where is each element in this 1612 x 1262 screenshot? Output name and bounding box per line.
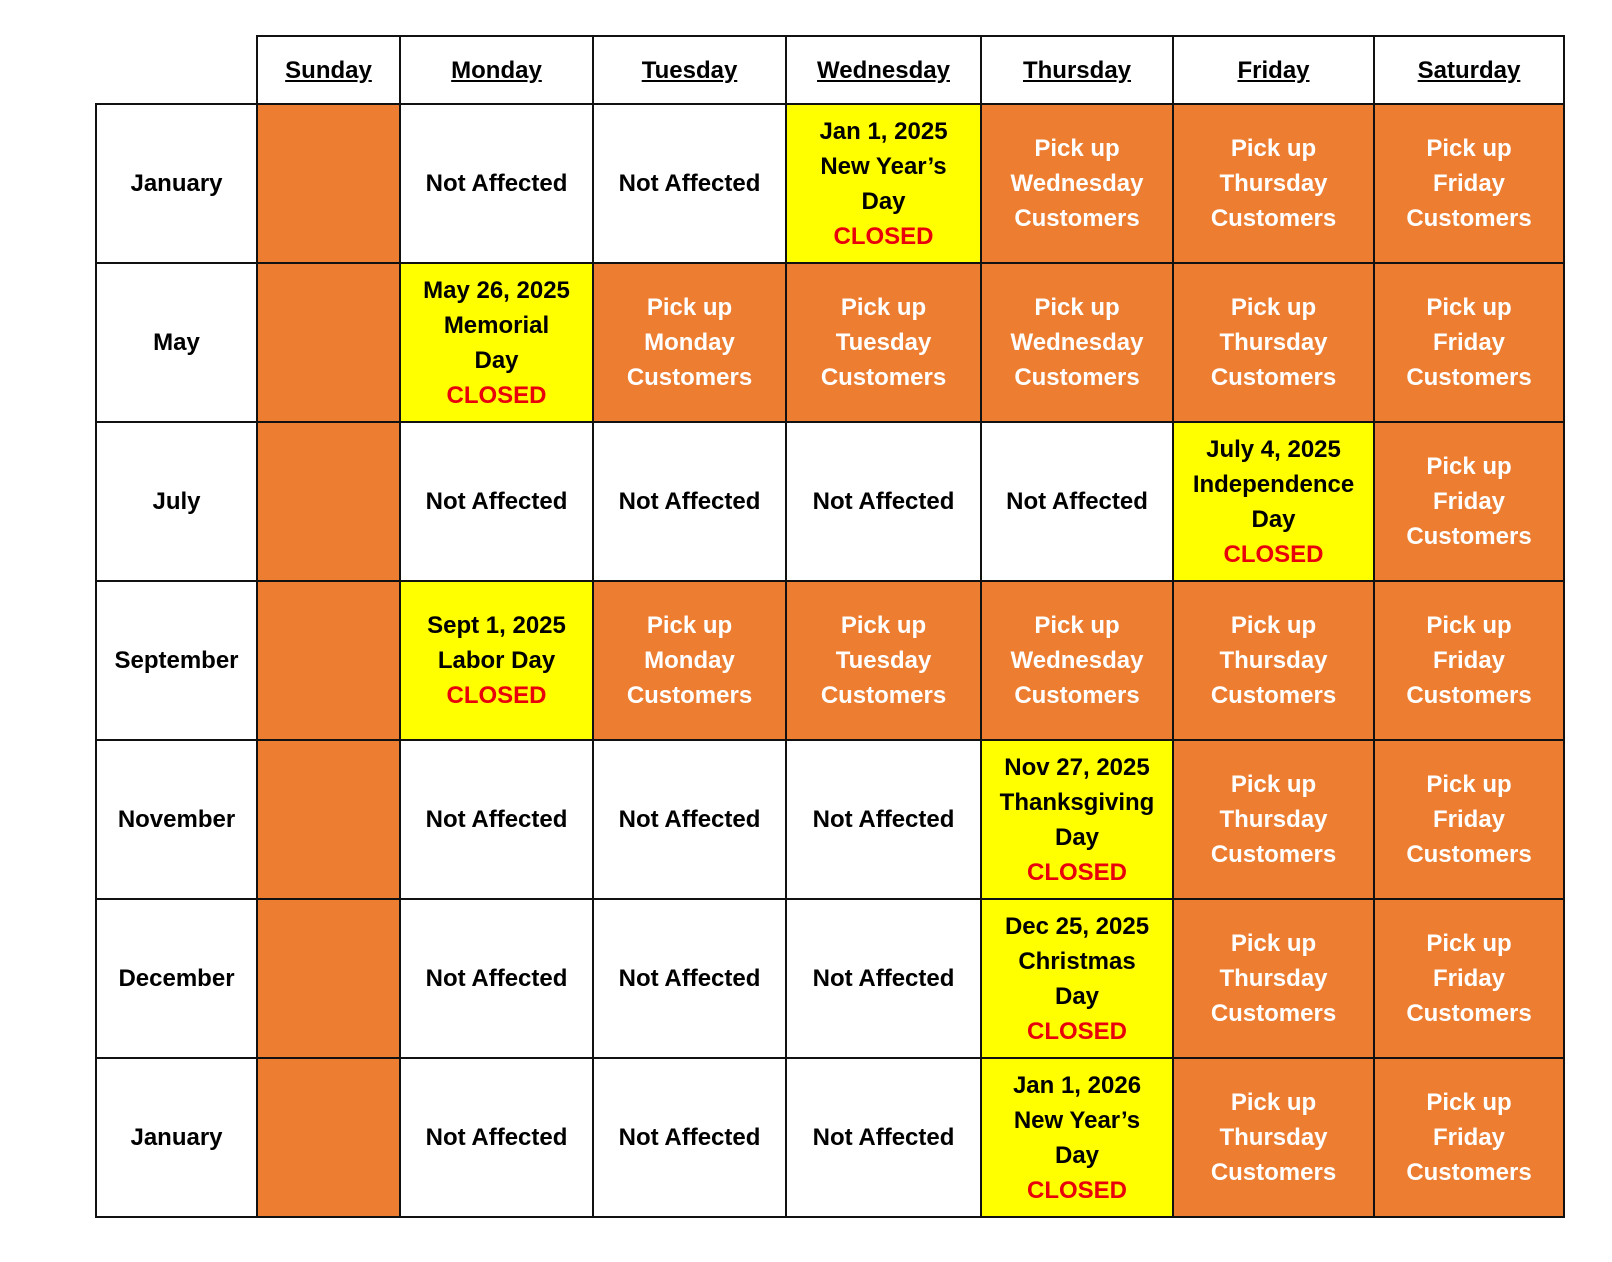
day-cell-saturday xyxy=(1374,581,1564,740)
cell-text: Not Affected xyxy=(618,806,761,833)
table-row xyxy=(96,740,1564,899)
cell-text: Not Affected xyxy=(425,170,568,197)
cell-text: Pick up xyxy=(1426,453,1512,480)
cell-text: Customers xyxy=(1210,841,1337,868)
cell-text: Pick up xyxy=(646,294,733,321)
cell-text: Friday xyxy=(1432,965,1506,992)
day-cell-thursday xyxy=(981,422,1173,581)
month-label: September xyxy=(96,581,257,740)
day-cell-monday xyxy=(400,740,593,899)
header-tuesday: Tuesday xyxy=(593,36,786,104)
cell-text: Not Affected xyxy=(425,488,568,515)
cell-text: Friday xyxy=(1432,170,1506,197)
cell-text: Customers xyxy=(1210,364,1337,391)
month-label: January xyxy=(96,1058,257,1217)
cell-text: Customers xyxy=(1210,205,1337,232)
day-cell-friday xyxy=(1173,1058,1374,1217)
day-cell-wednesday xyxy=(786,1058,981,1217)
day-cell-wednesday xyxy=(786,422,981,581)
cell-text: Friday xyxy=(1432,647,1506,674)
day-cell-tuesday xyxy=(593,581,786,740)
day-cell-thursday xyxy=(981,104,1173,263)
cell-text: Pick up xyxy=(1230,930,1317,957)
cell-text: Friday xyxy=(1432,329,1506,356)
day-cell-tuesday xyxy=(593,422,786,581)
cell-text: Monday xyxy=(644,329,735,356)
cell-text: Customers xyxy=(1406,205,1532,232)
header-friday: Friday xyxy=(1173,36,1374,104)
closed-label: CLOSED xyxy=(1026,858,1127,886)
day-cell-sunday xyxy=(257,740,400,899)
cell-text: Thursday xyxy=(1219,170,1328,197)
holiday-schedule-table xyxy=(95,35,1565,1218)
day-cell-thursday xyxy=(981,581,1173,740)
cell-text: Thursday xyxy=(1219,806,1328,833)
cell-text: Jan 1, 2025 xyxy=(819,117,948,145)
cell-text: Pick up xyxy=(1034,612,1120,639)
cell-text: Wednesday xyxy=(1010,170,1144,197)
cell-text: Thursday xyxy=(1219,965,1328,992)
cell-text: Pick up xyxy=(840,612,927,639)
cell-text: Customers xyxy=(820,364,947,391)
header-sunday: Sunday xyxy=(257,36,400,104)
header-monday: Monday xyxy=(400,36,593,104)
cell-text: Wednesday xyxy=(1010,329,1144,356)
cell-text: Not Affected xyxy=(618,1124,761,1151)
holiday-cell-wednesday xyxy=(786,104,981,263)
month-label: May xyxy=(96,263,257,422)
cell-text: Customers xyxy=(1210,1000,1337,1027)
day-cell-wednesday xyxy=(786,740,981,899)
day-cell-wednesday xyxy=(786,581,981,740)
cell-text: Sept 1, 2025 xyxy=(427,612,566,639)
cell-text: Pick up xyxy=(840,294,927,321)
day-cell-wednesday xyxy=(786,263,981,422)
cell-text: Not Affected xyxy=(618,965,761,992)
day-cell-tuesday xyxy=(593,104,786,263)
holiday-cell-monday xyxy=(400,581,593,740)
cell-text: Independence xyxy=(1192,470,1355,498)
cell-text: Thursday xyxy=(1219,647,1328,674)
cell-text: Thursday xyxy=(1219,329,1328,356)
day-cell-sunday xyxy=(257,263,400,422)
day-cell-monday xyxy=(400,104,593,263)
cell-text: Pick up xyxy=(1034,135,1120,162)
cell-text: Pick up xyxy=(1426,771,1512,798)
cell-text: Friday xyxy=(1432,488,1506,515)
day-cell-sunday xyxy=(257,581,400,740)
holiday-cell-thursday xyxy=(981,1058,1173,1217)
cell-text: Customers xyxy=(1406,364,1532,391)
cell-text: New Year’s xyxy=(820,152,947,180)
cell-text: Day xyxy=(1251,505,1296,533)
day-cell-wednesday xyxy=(786,899,981,1058)
day-cell-friday xyxy=(1173,581,1374,740)
cell-text: Tuesday xyxy=(835,647,932,674)
cell-text: Labor Day xyxy=(437,647,556,674)
closed-label: CLOSED xyxy=(833,222,934,250)
cell-text: Pick up xyxy=(1230,294,1317,321)
month-label: July xyxy=(96,422,257,581)
day-cell-saturday xyxy=(1374,1058,1564,1217)
cell-text: May 26, 2025 xyxy=(423,276,570,304)
cell-text: Not Affected xyxy=(425,965,568,992)
header-row xyxy=(96,36,1564,104)
cell-text: Customers xyxy=(626,364,753,391)
closed-label: CLOSED xyxy=(446,682,547,709)
closed-label: CLOSED xyxy=(1026,1176,1127,1204)
cell-text: Customers xyxy=(1210,682,1337,709)
header-thursday: Thursday xyxy=(981,36,1173,104)
cell-text: Not Affected xyxy=(812,965,955,992)
month-label: January xyxy=(96,104,257,263)
table-row xyxy=(96,263,1564,422)
cell-text: Christmas xyxy=(1018,947,1136,975)
cell-text: Nov 27, 2025 xyxy=(1004,753,1150,781)
holiday-cell-friday xyxy=(1173,422,1374,581)
month-label: December xyxy=(96,899,257,1058)
day-cell-saturday xyxy=(1374,740,1564,899)
cell-text: Thursday xyxy=(1219,1124,1328,1151)
cell-text: Not Affected xyxy=(618,170,761,197)
cell-text: Day xyxy=(474,346,519,374)
cell-text: Day xyxy=(1054,1141,1100,1169)
month-label: November xyxy=(96,740,257,899)
cell-text: Day xyxy=(1054,982,1100,1010)
cell-text: Customers xyxy=(1014,364,1140,391)
day-cell-tuesday xyxy=(593,740,786,899)
holiday-cell-thursday xyxy=(981,740,1173,899)
closed-label: CLOSED xyxy=(1223,540,1324,568)
cell-text: Customers xyxy=(1014,682,1140,709)
cell-text: Customers xyxy=(1406,1159,1532,1186)
day-cell-friday xyxy=(1173,263,1374,422)
cell-text: Jan 1, 2026 xyxy=(1012,1071,1142,1099)
day-cell-friday xyxy=(1173,899,1374,1058)
cell-text: Not Affected xyxy=(812,488,955,515)
cell-text: Day xyxy=(861,187,906,215)
day-cell-friday xyxy=(1173,740,1374,899)
table-row xyxy=(96,1058,1564,1217)
cell-text: Pick up xyxy=(1426,612,1512,639)
holiday-cell-thursday xyxy=(981,899,1173,1058)
cell-text: Monday xyxy=(644,647,735,674)
cell-text: Customers xyxy=(626,682,753,709)
cell-text: Not Affected xyxy=(812,806,955,833)
cell-text: July 4, 2025 xyxy=(1206,435,1341,463)
cell-text: Pick up xyxy=(1230,1089,1317,1116)
cell-text: Customers xyxy=(1406,841,1532,868)
day-cell-monday xyxy=(400,1058,593,1217)
cell-text: Not Affected xyxy=(618,488,761,515)
cell-text: Pick up xyxy=(646,612,733,639)
cell-text: Customers xyxy=(1210,1159,1337,1186)
day-cell-friday xyxy=(1173,104,1374,263)
cell-text: Pick up xyxy=(1230,135,1317,162)
day-cell-sunday xyxy=(257,104,400,263)
day-cell-tuesday xyxy=(593,899,786,1058)
cell-text: Tuesday xyxy=(835,329,932,356)
day-cell-saturday xyxy=(1374,422,1564,581)
closed-label: CLOSED xyxy=(1026,1017,1127,1045)
cell-text: Day xyxy=(1054,823,1100,851)
cell-text: Wednesday xyxy=(1010,647,1144,674)
day-cell-saturday xyxy=(1374,263,1564,422)
cell-text: Pick up xyxy=(1230,612,1317,639)
cell-text: Not Affected xyxy=(1006,488,1148,515)
table-row xyxy=(96,104,1564,263)
cell-text: Customers xyxy=(1406,523,1532,550)
header-corner xyxy=(96,36,257,104)
cell-text: Pick up xyxy=(1426,1089,1512,1116)
day-cell-sunday xyxy=(257,422,400,581)
day-cell-monday xyxy=(400,899,593,1058)
table-row xyxy=(96,422,1564,581)
day-cell-tuesday xyxy=(593,263,786,422)
cell-text: Customers xyxy=(1406,682,1532,709)
cell-text: Pick up xyxy=(1426,135,1512,162)
cell-text: Not Affected xyxy=(812,1124,955,1151)
cell-text: Pick up xyxy=(1034,294,1120,321)
cell-text: Friday xyxy=(1432,1124,1506,1151)
day-cell-saturday xyxy=(1374,899,1564,1058)
cell-text: Not Affected xyxy=(425,806,568,833)
day-cell-monday xyxy=(400,422,593,581)
cell-text: New Year’s xyxy=(1013,1106,1141,1134)
table-row xyxy=(96,899,1564,1058)
cell-text: Thanksgiving xyxy=(999,788,1155,816)
cell-text: Customers xyxy=(1014,205,1140,232)
holiday-cell-monday xyxy=(400,263,593,422)
day-cell-thursday xyxy=(981,263,1173,422)
day-cell-sunday xyxy=(257,899,400,1058)
closed-label: CLOSED xyxy=(446,381,547,409)
cell-text: Not Affected xyxy=(425,1124,568,1151)
header-saturday: Saturday xyxy=(1374,36,1564,104)
cell-text: Pick up xyxy=(1230,771,1317,798)
cell-text: Customers xyxy=(820,682,947,709)
cell-text: Memorial xyxy=(443,311,550,339)
day-cell-tuesday xyxy=(593,1058,786,1217)
table-row xyxy=(96,581,1564,740)
cell-text: Dec 25, 2025 xyxy=(1004,912,1150,940)
cell-text: Customers xyxy=(1406,1000,1532,1027)
cell-text: Pick up xyxy=(1426,294,1512,321)
day-cell-sunday xyxy=(257,1058,400,1217)
cell-text: Friday xyxy=(1432,806,1506,833)
day-cell-saturday xyxy=(1374,104,1564,263)
header-wednesday: Wednesday xyxy=(786,36,981,104)
cell-text: Pick up xyxy=(1426,930,1512,957)
